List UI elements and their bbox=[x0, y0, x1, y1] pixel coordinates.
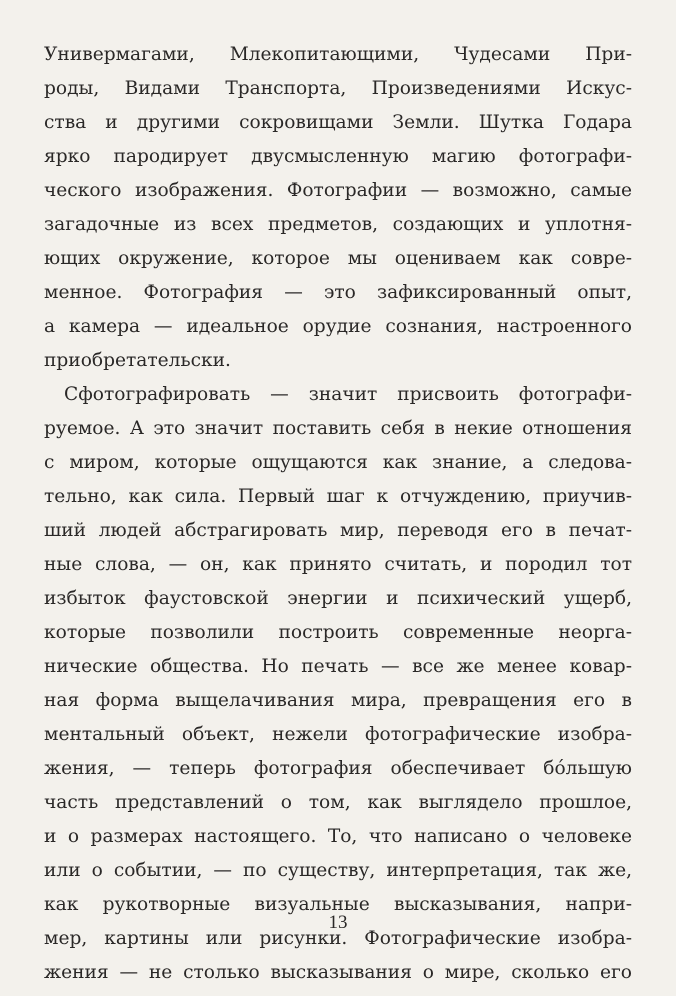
text-line: роды, Видами Транспорта, Произведениями Искус- bbox=[44, 78, 632, 99]
paragraph-2 bbox=[44, 378, 632, 990]
text-line: тельно, как сила. Первый шаг к отчуждению, приучив- bbox=[44, 486, 632, 507]
text-line: ная форма выщелачивания мира, превращения его в bbox=[44, 690, 632, 711]
text-line: руемое. А это значит поставить себя в некие отношения bbox=[44, 418, 632, 439]
text-line: с миром, которые ощущаются как знание, а следова- bbox=[44, 452, 632, 473]
text-line: которые позволили построить современные неорга- bbox=[44, 622, 632, 643]
text-line: загадочные из всех предметов, создающих и уплотня- bbox=[44, 214, 632, 235]
text-line: Универмагами, Млекопитающими, Чудесами При- bbox=[44, 44, 632, 65]
text-line: жения — не столько высказывания о мире, сколько его bbox=[44, 962, 632, 983]
text-line: или о событии, — по существу, интерпретация, так же, bbox=[44, 860, 632, 881]
text-line: ные слова, — он, как принято считать, и породил тот bbox=[44, 554, 632, 575]
text-line: ярко пародирует двусмысленную магию фотографи- bbox=[44, 146, 632, 167]
text-line: нические общества. Но печать — все же менее ковар- bbox=[44, 656, 632, 677]
paragraph-1 bbox=[44, 38, 632, 378]
text-line: приобретательски. bbox=[44, 350, 231, 371]
text-line: как рукотворные визуальные высказывания, напри- bbox=[44, 894, 632, 915]
text-line: менное. Фотография — это зафиксированный опыт, bbox=[44, 282, 632, 303]
text-line: избыток фаустовской энергии и психический ущерб, bbox=[44, 588, 632, 609]
text-line: ства и другими сокровищами Земли. Шутка Годара bbox=[44, 112, 632, 133]
text-line: часть представлений о том, как выглядело прошлое, bbox=[44, 792, 632, 813]
body-text bbox=[44, 38, 632, 990]
text-line: ментальный объект, нежели фотографические изобра- bbox=[44, 724, 632, 745]
text-line: ший людей абстрагировать мир, переводя его в печат- bbox=[44, 520, 632, 541]
text-line: мер, картины или рисунки. Фотографические изобра- bbox=[44, 928, 632, 949]
text-line: ющих окружение, которое мы оцениваем как совре- bbox=[44, 248, 632, 269]
text-line: и о размерах настоящего. То, что написано о человеке bbox=[44, 826, 632, 847]
text-line: Сфотографировать — значит присвоить фотографи- bbox=[64, 384, 632, 405]
text-line: жения, — теперь фотография обеспечивает бóльшую bbox=[44, 758, 632, 779]
text-line: ческого изображения. Фотографии — возможно, самые bbox=[44, 180, 632, 201]
page-number: 13 bbox=[328, 912, 348, 933]
text-line: а камера — идеальное орудие сознания, настроенного bbox=[44, 316, 632, 337]
